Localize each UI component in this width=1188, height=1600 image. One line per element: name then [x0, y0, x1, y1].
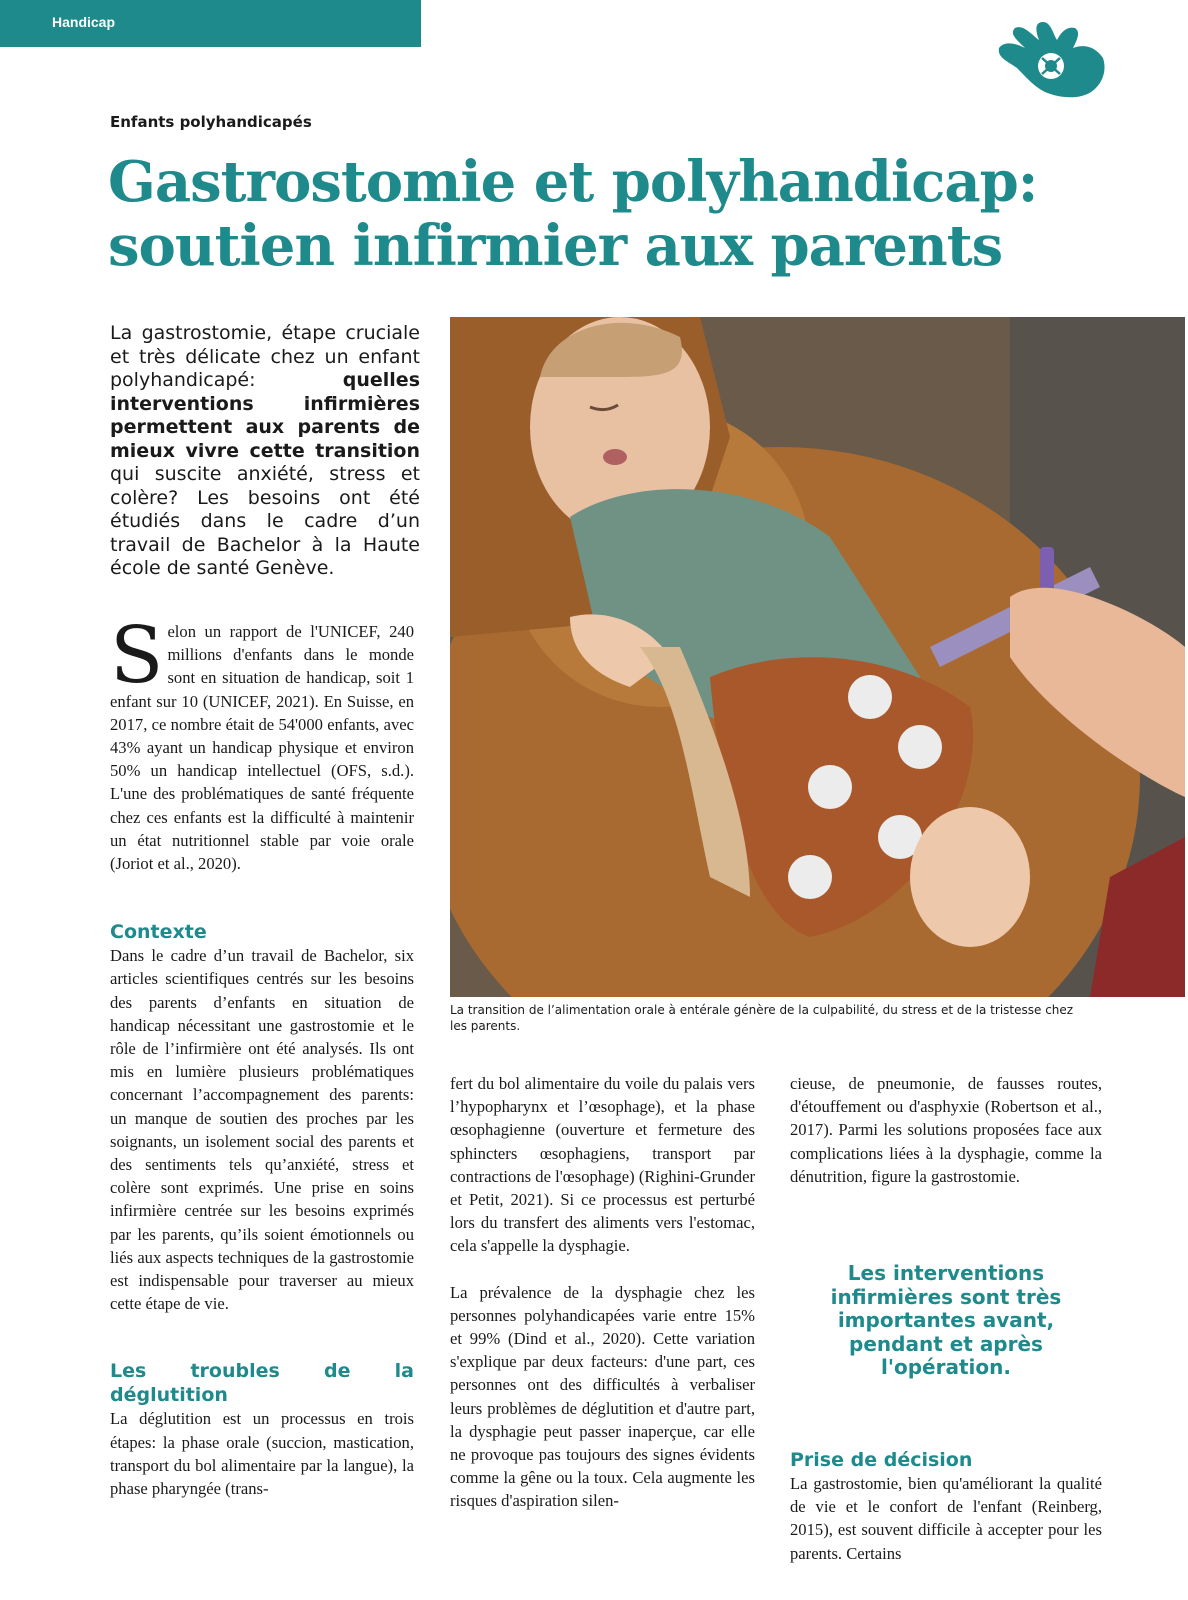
- lead-part-2: qui suscite anxiété, stress et colère? Les besoins ont été étudiés dans le cadre d’un travail de Bachelor à la Haute école de santé Genève.: [110, 463, 420, 579]
- column-2: [450, 1072, 755, 1513]
- col2-paragraph-2: La prévalence de la dysphagie chez les personnes polyhandicapées varie entre 15% et 99% (Dind et al., 2020). Cette variation s'explique par deux facteurs: d'une part, ces personnes ont des difficultés à verbaliser leurs problèmes de déglutition et d'autre part, la dysphagie peut passer inaperçue, car elle ne provoque pas toujours des signes évidents comme la gêne ou la toux. Cela augmente les risques d'aspiration silen-: [450, 1282, 755, 1511]
- intro-paragraph: [110, 611, 414, 875]
- heading-deglutition: Les troubles de la déglutition: [110, 1360, 414, 1407]
- article-lead: [110, 322, 420, 581]
- heading-contexte: Contexte: [110, 921, 207, 944]
- title-line-2: soutien infirmier aux parents: [108, 213, 1003, 279]
- heading-decision: Prise de décision: [790, 1449, 973, 1471]
- drop-cap: S: [110, 611, 164, 701]
- section-tab-label: Handicap: [52, 14, 116, 30]
- intro-text: elon un rapport de l'UNICEF, 240 millions d'enfants dans le monde sont en situation de handicap, soit 1 enfant sur 10 (UNICEF, 2021). En Suisse, en 2017, ce nombre était de 54'000 enfants, avec 43% ayant un handicap physique et environ 50% un handicap intellectuel (OFS, s.d.). L'une des problématiques de santé fréquente chez ces enfants est la difficulté à maintenir un état nutritionnel stable par voie orale (Joriot et al., 2020).: [110, 622, 414, 874]
- column-1: [110, 611, 414, 1500]
- contexte-paragraph: Dans le cadre d’un travail de Bachelor, six articles scientifiques centrés sur les besoins des parents d’enfants en situation de handicap nécessitant une gastrostomie et le rôle de l’infirmière ont été analysés. Ils ont mis en lumière plusieurs problématiques concernant l’accompagnement des parents: un manque de soutien des proches par les soignants, un isolement social des parents et des sentiments tels qu’anxiété, stress et colère sont exprimés. Une prise en soins infirmière centrée sur les besoins exprimés par les parents, qu’ils soient émotionnels ou liés aux aspects techniques de la gastrostomie est indispensable pour traverser au mieux cette étape de vie.: [110, 946, 414, 1314]
- column-3-bottom: [790, 1448, 1102, 1565]
- col3-paragraph-1: cieuse, de pneumonie, de fausses routes, d'étouffement ou d'asphyxie (Robertson et al., 2017). Parmi les solutions proposées face aux complications liées à la dysphagie, comme la dénutrition, figure la gastrostomie.: [790, 1074, 1102, 1186]
- col2-paragraph-1: fert du bol alimentaire du voile du palais vers l’hypopharynx et l’œsophage), et la phase œsophagienne (ouverture et fermeture des sphincters œsophagiens, transport par contractions de l'œsophage) (Righini-Grunder et Petit, 2021). Si ce processus est perturbé lors du transfert des aliments vers l'estomac, cela s'appelle la dysphagie.: [450, 1074, 755, 1256]
- article-kicker: Enfants polyhandicapés: [110, 113, 312, 131]
- hand-logo-icon: [995, 18, 1107, 100]
- decision-paragraph: La gastrostomie, bien qu'améliorant la qualité de vie et le confort de l'enfant (Reinberg, 2015), est souvent difficile à accepter pour les parents. Certains: [790, 1474, 1102, 1563]
- pull-quote: Les interventions infirmières sont très importantes avant, pendant et après l'opération.: [830, 1261, 1062, 1379]
- title-line-1: Gastrostomie et polyhandicap:: [108, 149, 1038, 215]
- photo-caption: La transition de l’alimentation orale à entérale génère de la culpabilité, du stress et de la tristesse chez les parents.: [450, 1003, 1074, 1033]
- section-tab: [0, 0, 421, 47]
- lead-part-1: La gastrostomie, étape cruciale et très délicate chez un enfant polyhandicapé:: [110, 322, 420, 391]
- article-photo: [450, 317, 1185, 997]
- article-title: [108, 150, 1158, 278]
- lead-bold: quelles interventions infirmières permettent aux parents de mieux vivre cette transition: [110, 369, 420, 462]
- deglutition-paragraph: La déglutition est un processus en trois étapes: la phase orale (succion, mastication, transport du bol alimentaire par la langue), la phase pharyngée (trans-: [110, 1409, 414, 1499]
- column-3: [790, 1072, 1102, 1188]
